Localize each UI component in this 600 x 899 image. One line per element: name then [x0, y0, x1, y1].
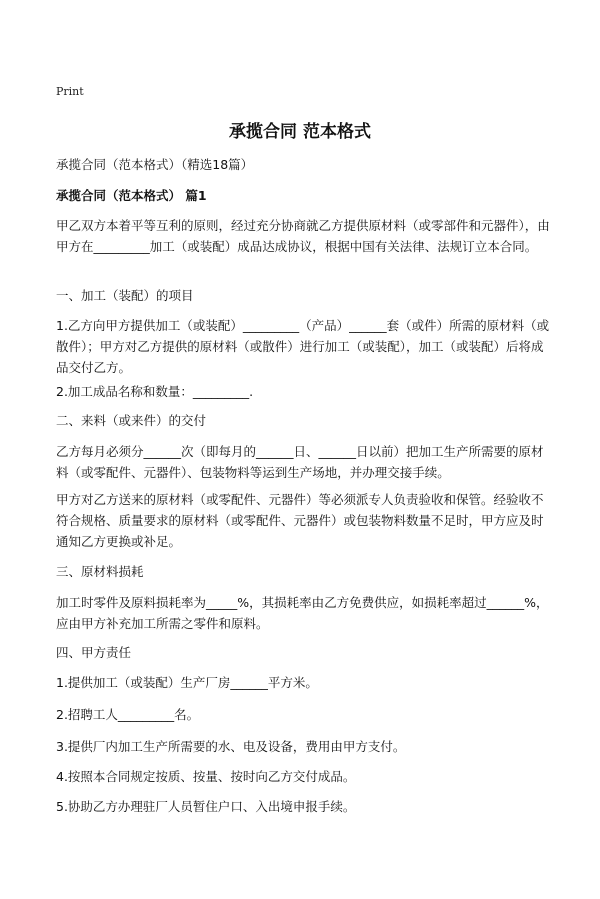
- heading-1: 一、加工（装配）的项目: [56, 288, 194, 303]
- document-subtitle: 承揽合同（范本格式）（精选18篇）: [56, 157, 254, 172]
- document-title: 承揽合同 范本格式: [229, 122, 371, 142]
- paragraph-8: 3.提供厂内加工生产所需要的水、电及设备，费用由甲方支付。: [56, 739, 406, 754]
- paragraph-1: 1.乙方向甲方提供加工（或装配）_________（产品）______套（或件）所需的原材料（或散件）；甲方对乙方提供的原材料（或散件）进行加工（或装配），加工（或装配）后将成品交付乙方。: [56, 318, 550, 375]
- heading-3: 三、原材料损耗: [56, 564, 144, 579]
- paragraph-4: 甲方对乙方送来的原材料（或零配件、元器件）等必须派专人负责验收和保管。经验收不符合规格、质量要求的原材料（或零配件、元器件）或包装物料数量不足时，甲方应及时通知乙方更换或补足。: [56, 492, 544, 549]
- print-label[interactable]: Print: [56, 85, 84, 98]
- paragraph-10: 5.协助乙方办理驻厂人员暂住户口、入出境申报手续。: [56, 799, 356, 814]
- paragraph-7: 2.招聘工人_________名。: [56, 707, 200, 722]
- heading-2: 二、来料（或来件）的交付: [56, 413, 207, 428]
- intro-paragraph: 甲乙双方本着平等互利的原则，经过充分协商就乙方提供原材料（或零部件和元器件），由甲方在_________加工（或装配）成品达成协议，根据中国有关法律、法规订立本合同。: [56, 218, 550, 254]
- paragraph-9: 4.按照本合同规定按质、按量、按时向乙方交付成品。: [56, 769, 356, 784]
- heading-4: 四、甲方责任: [56, 645, 132, 660]
- section-title: 承揽合同（范本格式） 篇1: [56, 188, 207, 203]
- paragraph-3: 乙方每月必须分______次（即每月的______日、______日以前）把加工生产所需要的原材料（或零配件、元器件）、包装物料等运到生产场地，并办理交接手续。: [56, 444, 544, 480]
- paragraph-2: 2.加工成品名称和数量：_________.: [56, 384, 254, 399]
- paragraph-6: 1.提供加工（或装配）生产厂房______平方米。: [56, 675, 318, 690]
- paragraph-5: 加工时零件及原料损耗率为_____%，其损耗率由乙方免费供应，如损耗率超过______%，应由甲方补充加工所需之零件和原料。: [56, 595, 549, 631]
